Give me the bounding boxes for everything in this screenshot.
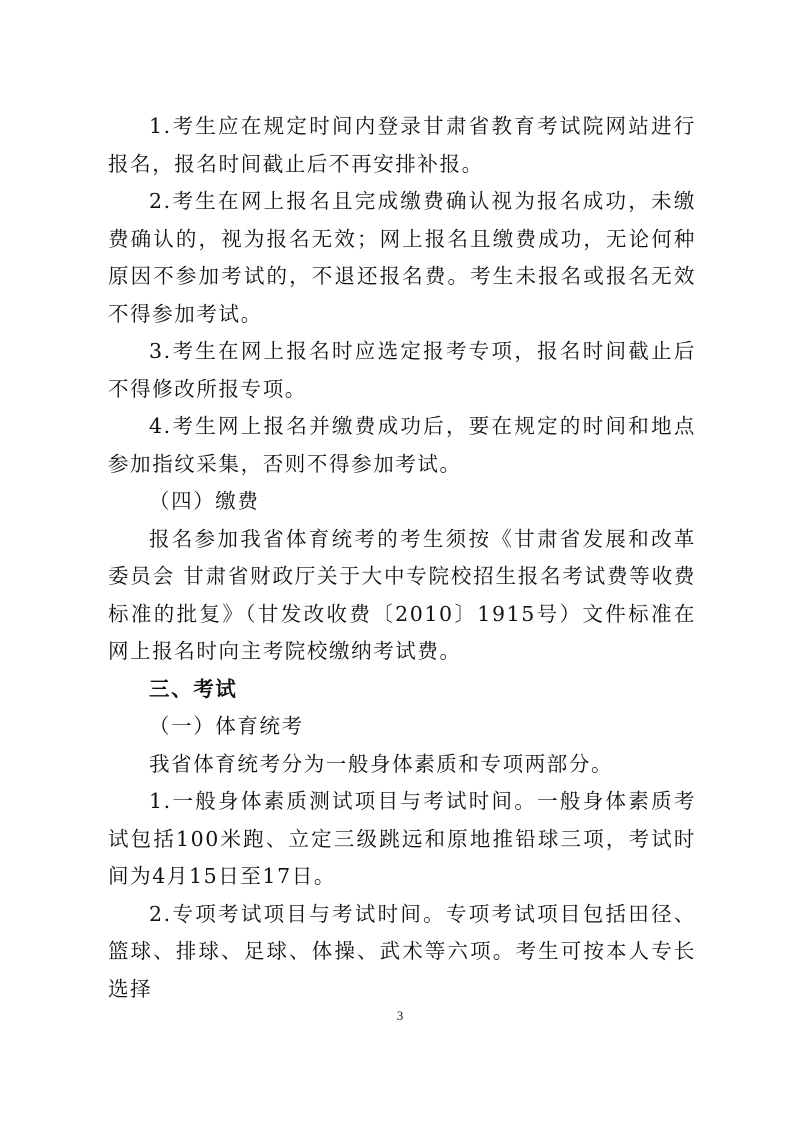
paragraph-fee-standard: 报名参加我省体育统考的考生须按《甘肃省发展和改革委员会 甘肃省财政厅关于大中专院校招生报名考试费等收费标准的批复》（甘发改收费〔2010〕1915号）文件标准在网上报名时向主考院校缴纳考试费。 <box>108 526 696 663</box>
paragraph-online-registration: 1.考生应在规定时间内登录甘肃省教育考试院网站进行报名，报名时间截止后不再安排补报。 <box>108 114 696 176</box>
paragraph-payment-confirmation: 2.考生在网上报名且完成缴费确认视为报名成功，未缴费确认的，视为报名无效；网上报名且缴费成功，无论何种原因不参加考试的，不退还报名费。考生未报名或报名无效不得参加考试。 <box>108 189 696 326</box>
document-body <box>108 108 696 1008</box>
paragraph-general-fitness: 1.一般身体素质测试项目与考试时间。一般身体素质考试包括100米跑、立定三级跳远和原地推铅球三项，考试时间为4月15日至17日。 <box>108 789 696 888</box>
section-heading-fee: （四）缴费 <box>149 489 260 513</box>
paragraph-exam-parts: 我省体育统考分为一般身体素质和专项两部分。 <box>149 751 614 776</box>
section-heading-sports-exam: （一）体育统考 <box>149 714 304 738</box>
paragraph-fingerprint: 4.考生网上报名并缴费成功后，要在规定的时间和地点参加指纹采集，否则不得参加考试。 <box>108 414 696 476</box>
page-number: 3 <box>396 1008 404 1023</box>
paragraph-select-specialty: 3.考生在网上报名时应选定报考专项，报名时间截止后不得修改所报专项。 <box>108 339 696 401</box>
section-heading-exam: 三、考试 <box>149 676 238 701</box>
paragraph-specialty-exam: 2.专项考试项目与考试时间。专项考试项目包括田径、篮球、排球、足球、体操、武术等六项。考生可按本人专长选择 <box>108 901 696 1001</box>
